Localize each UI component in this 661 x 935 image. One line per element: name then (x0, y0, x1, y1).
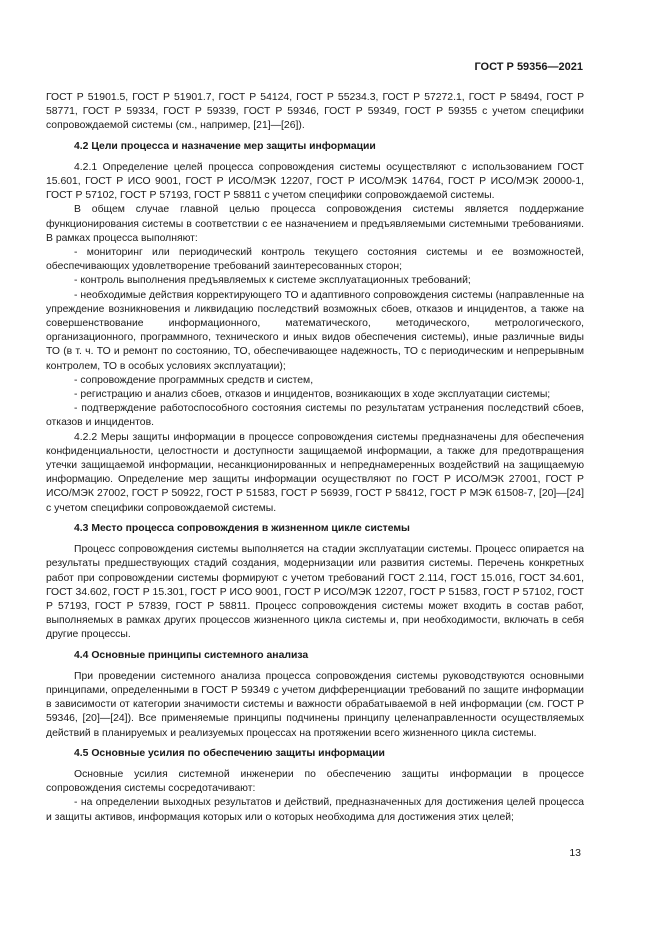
paragraph: Основные усилия системной инженерии по обеспечению защиты информации в процессе сопровождения системы сосредотачивают: (46, 768, 584, 795)
section-heading: 4.5 Основные усилия по обеспечению защиты информации (74, 747, 385, 759)
paragraph: В общем случае главной целью процесса сопровождения системы является поддержание функционирования системы в соответствии с ее назначением и предъявляемыми системными требованиями. В рамках процесса выполняют: (46, 204, 584, 244)
list-item: - регистрацию и анализ сбоев, отказов и инцидентов, возникающих в ходе эксплуатации системы; (74, 389, 551, 401)
list-item: - контроль выполнения предъявляемых к системе эксплуатационных требований; (74, 275, 471, 287)
paragraph: ГОСТ Р 51901.5, ГОСТ Р 51901.7, ГОСТ Р 54124, ГОСТ Р 55234.3, ГОСТ Р 57272.1, ГОСТ Р 58494, ГОСТ Р 58771, ГОСТ Р 59334, ГОСТ Р 59339, ГОСТ Р 59346, ГОСТ Р 59349, ГОСТ Р 59355 с учетом специфики сопровождаемой системы (см., например, [21]—[26]). (46, 92, 584, 132)
paragraph: Процесс сопровождения системы выполняется на стадии эксплуатации системы. Процесс опирается на результаты предшествующих стадий создания, модернизации или развития системы. Перечень конкретных работ при сопровождении системы формируют с учетом требований ГОСТ 2.114, ГОСТ 15.016, ГОСТ 34.601, ГОСТ 34.602, ГОСТ Р 15.301, ГОСТ Р ИСО 9001, ГОСТ Р ИСО/МЭК 12207, ГОСТ Р 51583, ГОСТ Р 57102, ГОСТ Р 57193, ГОСТ Р 57839, ГОСТ Р 58811. Процесс сопровождения системы может входить в состав работ, выполняемых в рамках других процессов жизненного цикла системы и, при необходимости, включать в себя другие процессы. (46, 544, 584, 641)
list-item: - сопровождение программных средств и систем, (74, 374, 314, 386)
paragraph: При проведении системного анализа процесса сопровождения системы руководствуются основными принципами, определенными в ГОСТ Р 59349 с учетом дифференциации требований по защите информации в зависимости от категории значимости системы и важности обрабатываемой в ней информации (см. ГОСТ Р 59346, [20]—[24]). Все применяемые принципы подчинены принципу целенаправленности осуществляемых действий в планируемых и реализуемых процессах на протяжении всего жизненного цикла системы. (46, 670, 584, 739)
section-heading: 4.2 Цели процесса и назначение мер защиты информации (74, 140, 376, 152)
paragraph: 4.2.1 Определение целей процесса сопровождения системы осуществляют с использованием ГОСТ 15.601, ГОСТ Р ИСО 9001, ГОСТ Р ИСО/МЭК 12207, ГОСТ Р ИСО/МЭК 14764, ГОСТ Р ИСО/МЭК 20000-1, ГОСТ Р 57102, ГОСТ Р 57193, ГОСТ Р 58811 с учетом специфики сопровождаемой системы. (46, 161, 584, 202)
document-id-header: ГОСТ Р 59356—2021 (474, 61, 583, 73)
list-item: - мониторинг или периодический контроль текущего состояния системы и ее возможностей, обеспечивающих удовлетворение требований заинтересованных сторон; (46, 247, 584, 273)
section-heading: 4.4 Основные принципы системного анализа (74, 649, 309, 661)
document-body (46, 91, 584, 825)
page-number: 13 (569, 847, 581, 859)
paragraph: 4.2.2 Меры защиты информации в процессе сопровождения системы предназначены для обеспечения конфиденциальности, целостности и доступности защищаемой информации, а также для предотвращения утечки защищаемой информации, несанкционированных и непреднамеренных воздействий на защищаемую информацию. Определение мер защиты информации осуществляют по ГОСТ Р ИСО/МЭК 27001, ГОСТ Р ИСО/МЭК 27002, ГОСТ Р 50922, ГОСТ Р 51583, ГОСТ Р 56939, ГОСТ Р 58412, ГОСТ Р МЭК 61508-7, [20]—[24] с учетом специфики сопровождаемой системы. (46, 431, 584, 514)
list-item: - на определении выходных результатов и действий, предназначенных для достижения целей процесса и защиты активов, информация которых или о которых необходима для достижения этих целей; (46, 797, 584, 823)
list-item: - подтверждение работоспособного состояния системы по результатам устранения последствий сбоев, отказов и инцидентов. (46, 403, 584, 429)
list-item: - необходимые действия корректирующего ТО и адаптивного сопровождения системы (направленные на упреждение возникновения и ликвидацию последствий возможных сбоев, отказов и инцидентов, а также на совершенствование информационного, математического, методического, метрологического, организационного, программного, технического и иных видов обеспечения системы), иные различные виды ТО (в т. ч. ТО и ремонт по состоянию, ТО, обеспечивающее надежность, ТО с периодическим и непрерывным контролем, ТО в особых условиях эксплуатации); (46, 289, 584, 372)
section-heading: 4.3 Место процесса сопровождения в жизненном цикле системы (74, 522, 410, 534)
